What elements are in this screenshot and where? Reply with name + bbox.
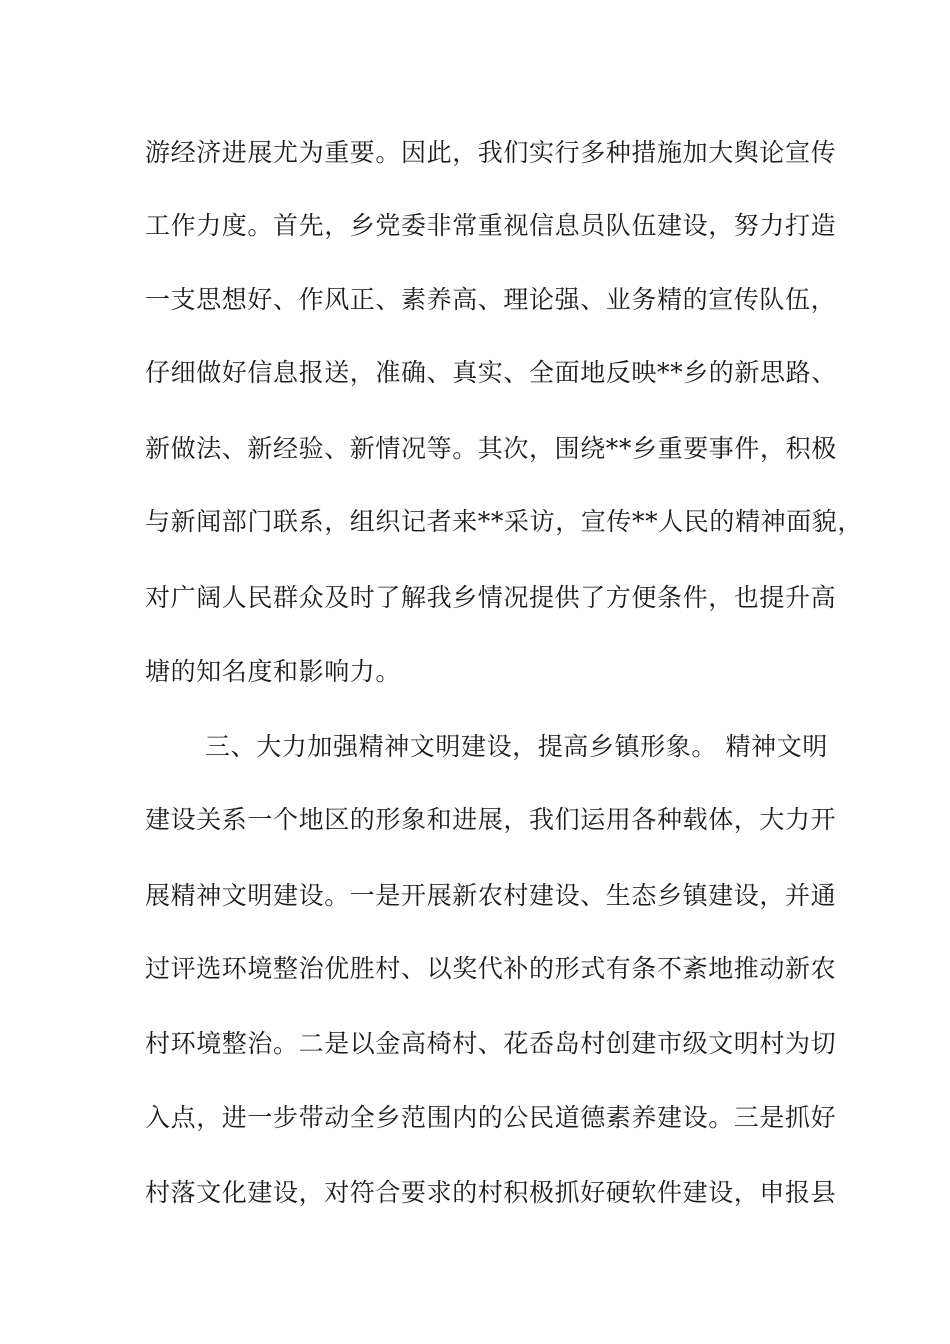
paragraph-line: 仔细做好信息报送，准确、真实、全面地反映**乡的新思路、 <box>145 358 837 387</box>
paragraph-line: 新做法、新经验、新情况等。其次，围绕**乡重要事件，积极 <box>145 434 837 463</box>
paragraph-line: 对广阔人民群众及时了解我乡情况提供了方便条件，也提升高 <box>145 583 837 612</box>
paragraph-line: 塘的知名度和影响力。 <box>145 657 402 686</box>
paragraph-line: 过评选环境整治优胜村、以奖代补的形式有条不紊地推动新农 <box>145 954 837 983</box>
paragraph-line: 村落文化建设，对符合要求的村积极抓好硬软件建设，申报县 <box>145 1178 837 1207</box>
section-heading-line: 三、大力加强精神文明建设，提高乡镇形象。 精神文明 <box>205 732 828 761</box>
paragraph-line: 村环境整治。二是以金高椅村、花岙岛村创建市级文明村为切 <box>145 1029 837 1058</box>
paragraph-line: 与新闻部门联系，组织记者来**采访，宣传**人民的精神面貌， <box>145 507 864 536</box>
paragraph-line: 建设关系一个地区的形象和进展，我们运用各种载体，大力开 <box>145 805 837 834</box>
paragraph-line: 展精神文明建设。一是开展新农村建设、生态乡镇建设，并通 <box>145 881 837 910</box>
paragraph-line: 游经济进展尤为重要。因此，我们实行多种措施加大舆论宣传 <box>145 138 837 167</box>
paragraph-line: 一支思想好、作风正、素养高、理论强、业务精的宣传队伍， <box>145 285 837 314</box>
paragraph-line: 入点，进一步带动全乡范围内的公民道德素养建设。三是抓好 <box>145 1103 837 1132</box>
paragraph-line: 工作力度。首先，乡党委非常重视信息员队伍建设，努力打造 <box>145 211 837 240</box>
